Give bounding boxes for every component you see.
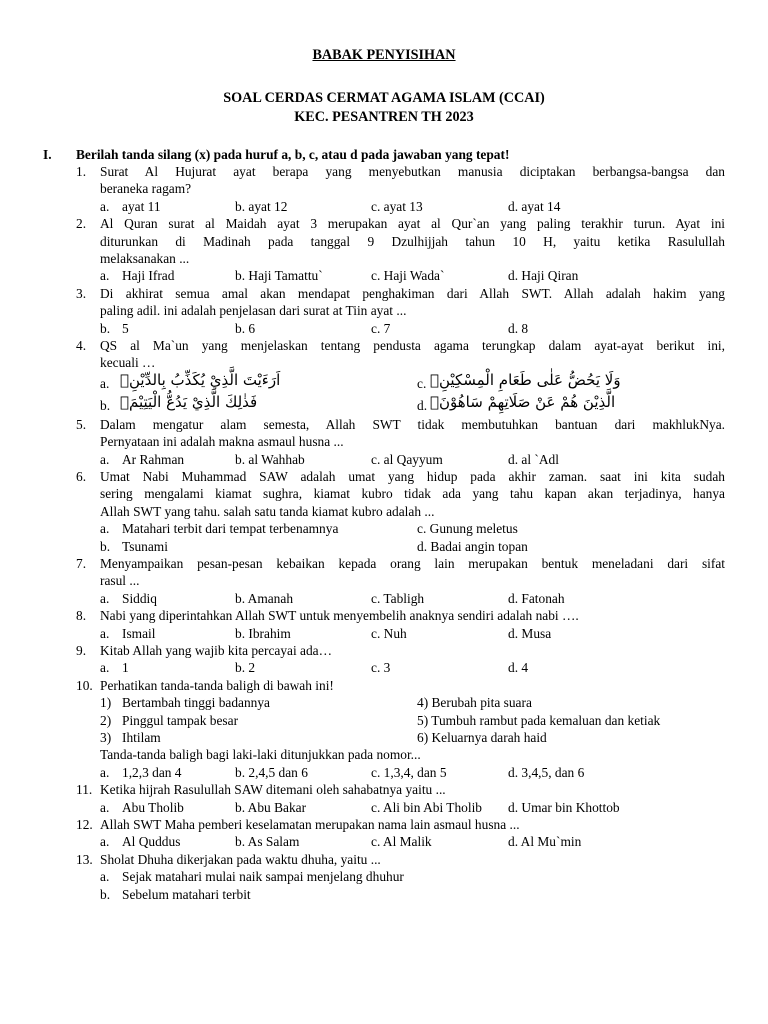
- answer-option-d: [508, 451, 559, 468]
- option-label: b.: [100, 320, 111, 336]
- answer-option-d: [508, 659, 528, 676]
- option-text: Musa: [521, 625, 552, 641]
- answer-options: [100, 267, 725, 284]
- answer-options: [100, 590, 725, 607]
- option-label: b.: [235, 320, 246, 336]
- arabic-option-text: فَذٰلِكَ الَّذِيْ يَدُعُّ الْيَتِيْمَۙ: [120, 392, 258, 411]
- option-label: a.: [100, 521, 110, 537]
- option-text: Ibrahim: [248, 625, 291, 641]
- option-label: a.: [100, 198, 110, 214]
- answer-option-a: [100, 520, 338, 537]
- question-text: Al Quran surat al Maidah ayat 3 merupakan ayat al Qur`an yang paling terakhir turun. Ayat ini: [100, 216, 725, 232]
- question-4: [76, 337, 725, 372]
- option-text: ayat 12: [248, 198, 288, 214]
- answer-option-c: [371, 320, 390, 337]
- answer-option-c: [371, 451, 443, 468]
- follow-up-question: Tanda-tanda baligh bagi laki-laki ditunjukkan pada nomor...: [100, 747, 421, 763]
- option-label: d.: [417, 538, 428, 554]
- answer-option-d: [508, 833, 581, 850]
- option-label: b.: [235, 590, 246, 606]
- answer-option-a: [100, 799, 184, 816]
- option-label: c.: [371, 625, 381, 641]
- answer-option-b: [235, 659, 255, 676]
- question-text: Surat Al Hujurat ayat berapa yang menyebutkan manusia diciptakan berbangsa-bangsa dan: [100, 164, 725, 179]
- option-label: a.: [100, 375, 110, 391]
- answer-option: [100, 886, 251, 903]
- option-text: 4: [521, 660, 529, 676]
- answer-options: [100, 538, 725, 555]
- answer-option-c: [371, 659, 390, 676]
- option-label: c.: [417, 521, 427, 537]
- question-number: 8.: [76, 608, 87, 624]
- answer-option-a: [100, 198, 161, 215]
- answer-option-d: [508, 198, 560, 215]
- answer-option-d: [508, 267, 578, 284]
- option-text: 2,4,5 dan 6: [248, 764, 308, 780]
- option-text: 1,2,3 dan 4: [122, 764, 182, 780]
- answer-option-a: [100, 590, 157, 607]
- option-label: a.: [100, 590, 110, 606]
- question-number: 9.: [76, 643, 87, 659]
- answer-option-d: [508, 590, 565, 607]
- statement-text: Pinggul tampak besar: [122, 712, 239, 728]
- arabic-option-text: اَرَءَيْتَ الَّذِيْ يُكَذِّبُ بِالدِّيْنِۗ: [120, 370, 281, 389]
- answer-option-c: [371, 833, 432, 850]
- question-9: [76, 642, 725, 659]
- option-text: Sejak matahari mulai naik sampai menjelang dhuhur: [122, 869, 404, 885]
- option-label: b.: [100, 886, 111, 902]
- question-text: melaksanakan ...: [100, 251, 190, 267]
- option-label: c.: [371, 764, 381, 780]
- answer-options: [100, 764, 725, 781]
- option-label: b.: [235, 451, 246, 467]
- question-number: 2.: [76, 216, 87, 232]
- option-label: b.: [100, 538, 111, 554]
- option-label: d.: [508, 660, 519, 676]
- option-text: 1,3,4, dan 5: [383, 764, 447, 780]
- question-11: [76, 781, 725, 798]
- question-text: Nabi yang diperintahkan Allah SWT untuk menyembelih anaknya sendiri adalah nabi ….: [100, 608, 579, 624]
- option-label: d.: [508, 764, 519, 780]
- answer-option-b: [235, 267, 323, 284]
- statement-right: 6) Keluarnya darah haid: [417, 730, 547, 746]
- option-label: c.: [371, 451, 381, 467]
- option-label: a.: [100, 834, 110, 850]
- statement-row: [100, 694, 725, 711]
- answer-options: [100, 799, 725, 816]
- question-text: QS al Ma`un yang menjelaskan tentang pendusta agama terungkap dalam ayat-ayat berikut ini,: [100, 338, 725, 354]
- answer-option-b: [235, 198, 287, 215]
- answer-option: [100, 868, 404, 885]
- question-text: paling adil. ini adalah penjelasan dari surat at Tiin ayat ...: [100, 303, 407, 319]
- statement-number: 1): [100, 695, 112, 711]
- option-text: Sebelum matahari terbit: [122, 886, 251, 902]
- option-text: Siddiq: [122, 590, 157, 606]
- option-label: b.: [235, 268, 246, 284]
- statement-left: [100, 729, 161, 746]
- question-text: rasul ...: [100, 573, 140, 589]
- answer-option-a: [100, 659, 129, 676]
- statement-row: [100, 712, 725, 729]
- question-number: 3.: [76, 285, 87, 301]
- answer-option-b: [235, 451, 305, 468]
- question-text: Menyampaikan pesan-pesan kebaikan kepada orang lain merupakan bentuk meneladani dari sifat: [100, 556, 725, 572]
- answer-options: [100, 198, 725, 215]
- header-subtitle-2: KEC. PESANTREN TH 2023: [294, 109, 474, 125]
- option-label: c.: [371, 590, 381, 606]
- option-text: 7: [383, 320, 391, 336]
- question-number: 11.: [76, 782, 93, 798]
- question-text: Allah SWT Maha pemberi keselamatan merupakan nama lain asmaul husna ...: [100, 817, 520, 832]
- answer-option-a: [100, 764, 182, 781]
- answer-option-b: [100, 886, 725, 903]
- option-text: Gunung meletus: [429, 521, 518, 537]
- question-number: 7.: [76, 556, 87, 572]
- answer-option-c: [371, 764, 447, 781]
- option-text: Al Mu`min: [520, 834, 582, 850]
- option-text: Abu Tholib: [122, 799, 184, 815]
- arabic-options: [100, 394, 725, 416]
- answer-option-b: [235, 320, 255, 337]
- option-text: Ali bin Abi Tholib: [382, 799, 482, 815]
- option-label: d.: [417, 397, 428, 413]
- option-label: d.: [508, 268, 519, 284]
- option-label: b.: [235, 198, 246, 214]
- answer-option-b: [235, 799, 306, 816]
- question-text: Di akhirat semua amal akan mendapat penghakiman dari Allah SWT. Allah adalah hakim yang: [100, 285, 725, 301]
- option-label: b.: [235, 799, 246, 815]
- statement-left: [100, 712, 238, 729]
- option-text: Ar Rahman: [122, 451, 185, 467]
- question-7: [76, 555, 725, 590]
- question-text: Ketika hijrah Rasulullah SAW ditemani oleh sahabatnya yaitu ...: [100, 782, 446, 798]
- answer-option-a: [100, 451, 184, 468]
- arabic-option-text: وَلَا يَحُضُّ عَلٰى طَعَامِ الْمِسْكِيْنِۗ: [430, 370, 621, 389]
- option-label: c.: [371, 660, 381, 676]
- answer-options: [100, 659, 725, 676]
- question-text: sering mengalami kiamat sughra, kiamat kubro tidak ada yang tahu kapan akan terjadinya, hanya: [100, 486, 725, 502]
- question-text: kecuali …: [100, 355, 156, 371]
- option-text: Haji Tamattu`: [248, 268, 323, 284]
- option-label: c.: [371, 834, 381, 850]
- answer-option-c: [371, 799, 482, 816]
- statement-number: 3): [100, 730, 112, 746]
- statement-right: 4) Berubah pita suara: [417, 695, 532, 711]
- answer-option-c: [417, 520, 518, 537]
- answer-option-b: [235, 764, 308, 781]
- arabic-options: [100, 372, 725, 394]
- question-6: [76, 468, 725, 520]
- header-subtitle: SOAL CERDAS CERMAT AGAMA ISLAM (CCAI): [223, 90, 545, 106]
- option-text: Umar bin Khottob: [521, 799, 620, 815]
- section-instruction: Berilah tanda silang (x) pada huruf a, b, c, atau d pada jawaban yang tepat!: [76, 147, 510, 162]
- answer-option-d: [508, 764, 584, 781]
- question-number: 13.: [76, 851, 93, 867]
- option-text: Al Quddus: [122, 834, 181, 850]
- question-12: [76, 816, 725, 833]
- question-number: 6.: [76, 469, 87, 485]
- answer-options: [100, 833, 725, 850]
- option-label: c.: [371, 268, 381, 284]
- option-label: b.: [235, 764, 246, 780]
- option-label: d.: [508, 198, 519, 214]
- answer-option-d: [508, 799, 620, 816]
- option-label: b.: [235, 834, 246, 850]
- question-text: Kitab Allah yang wajib kita percayai ada…: [100, 643, 333, 659]
- question-text: Umat Nabi Muhammad SAW adalah umat yang hidup pada akhir zaman. saat ini kita sudah: [100, 469, 725, 485]
- answer-option-a: [100, 625, 155, 642]
- answer-option-c: [371, 625, 407, 642]
- question-5: [76, 416, 725, 451]
- answer-option-b: [235, 590, 293, 607]
- option-text: ayat 14: [521, 198, 561, 214]
- option-label: c.: [417, 375, 427, 391]
- answer-option-b: [100, 320, 129, 337]
- statement-text: Ihtilam: [122, 730, 161, 746]
- statement-left: [100, 694, 270, 711]
- option-label: c.: [371, 320, 381, 336]
- question-list: [0, 163, 768, 903]
- question-number: 1.: [76, 164, 87, 179]
- option-label: a.: [100, 268, 110, 284]
- question-13: [76, 851, 725, 868]
- answer-option-b: [100, 538, 168, 555]
- option-text: 3: [383, 660, 391, 676]
- answer-option-d: [508, 320, 528, 337]
- option-text: 6: [248, 320, 256, 336]
- option-text: 5: [122, 320, 129, 336]
- question-8: [76, 607, 725, 624]
- question-text: Dalam mengatur alam semesta, Allah SWT tidak membutuhkan bantuan dari makhlukNya.: [100, 416, 725, 432]
- option-text: Haji Wada`: [383, 268, 445, 284]
- option-label: a.: [100, 660, 110, 676]
- option-text: ayat 11: [122, 198, 161, 214]
- question-1: [76, 163, 725, 198]
- option-label: d.: [508, 799, 519, 815]
- option-text: Fatonah: [521, 590, 565, 606]
- question-10: [76, 677, 725, 694]
- option-text: Nuh: [383, 625, 407, 641]
- answer-option-c: [371, 590, 424, 607]
- question-number: 10.: [76, 677, 93, 693]
- option-text: Amanah: [247, 590, 294, 606]
- answer-option-a: [100, 267, 174, 284]
- option-text: Haji Ifrad: [122, 268, 175, 284]
- option-text: al Qayyum: [383, 451, 443, 467]
- answer-options: [100, 451, 725, 468]
- option-label: d.: [508, 320, 519, 336]
- option-text: Al Malik: [382, 834, 432, 850]
- option-label: a.: [100, 625, 110, 641]
- answer-option-a: [100, 833, 180, 850]
- question-text: Allah SWT yang tahu. salah satu tanda kiamat kubro adalah ...: [100, 503, 435, 519]
- option-label: c.: [371, 198, 381, 214]
- answer-option-d: [508, 625, 551, 642]
- answer-option-b: [235, 833, 299, 850]
- option-text: Matahari terbit dari tempat terbenamnya: [122, 521, 339, 537]
- option-text: al `Adl: [521, 451, 559, 467]
- section-number: I.: [43, 147, 52, 162]
- option-text: 1: [122, 660, 129, 676]
- answer-option-a: [100, 868, 725, 885]
- option-text: 2: [248, 660, 256, 676]
- header-title: BABAK PENYISIHAN: [312, 47, 456, 63]
- option-text: ayat 13: [383, 198, 423, 214]
- option-label: d.: [508, 590, 519, 606]
- option-label: a.: [100, 451, 110, 467]
- option-text: Abu Bakar: [247, 799, 307, 815]
- answer-option-c: [371, 267, 444, 284]
- option-text: 3,4,5, dan 6: [521, 764, 585, 780]
- question-text: Pernyataan ini adalah makna asmaul husna ...: [100, 434, 344, 450]
- option-text: Ismail: [122, 625, 156, 641]
- option-label: b.: [235, 625, 246, 641]
- option-label: a.: [100, 799, 110, 815]
- statement-right: 5) Tumbuh rambut pada kemaluan dan ketiak: [417, 712, 661, 728]
- statement-text: Bertambah tinggi badannya: [122, 695, 270, 711]
- answer-option-c: [371, 198, 423, 215]
- question-text: beraneka ragam?: [100, 181, 192, 197]
- option-label: c.: [371, 799, 381, 815]
- option-text: Badai angin topan: [430, 538, 528, 554]
- option-label: b.: [100, 397, 111, 413]
- option-label: d.: [508, 451, 519, 467]
- statement-row: [100, 729, 725, 746]
- option-label: d.: [508, 625, 519, 641]
- question-text: Perhatikan tanda-tanda baligh di bawah ini!: [100, 677, 334, 693]
- option-text: al Wahhab: [248, 451, 305, 467]
- option-text: 8: [521, 320, 529, 336]
- option-label: a.: [100, 869, 110, 885]
- option-text: Tsunami: [122, 538, 168, 554]
- option-label: a.: [100, 764, 110, 780]
- question-2: [76, 215, 725, 267]
- answer-options: [100, 625, 725, 642]
- question-3: [76, 285, 725, 320]
- question-number: 5.: [76, 416, 87, 432]
- question-number: 4.: [76, 338, 87, 354]
- option-text: Haji Qiran: [521, 268, 579, 284]
- question-number: 12.: [76, 817, 93, 832]
- question-text: Sholat Dhuha dikerjakan pada waktu dhuha, yaitu ...: [100, 851, 381, 867]
- question-text: diturunkan di Madinah pada tanggal 9 Dzulhijjah tahun 10 H, yaitu ketika Rasulullah: [100, 233, 725, 249]
- answer-options: [100, 520, 725, 537]
- option-label: d.: [508, 834, 519, 850]
- answer-option-d: [417, 538, 528, 555]
- answer-option-b: [235, 625, 291, 642]
- option-label: b.: [235, 660, 246, 676]
- answer-options: [100, 320, 725, 337]
- arabic-option-text: الَّذِيْنَ هُمْ عَنْ صَلَاتِهِمْ سَاهُوْنَۙ: [430, 392, 616, 411]
- option-text: Tabligh: [383, 590, 425, 606]
- statement-number: 2): [100, 712, 112, 728]
- option-text: As Salam: [247, 834, 300, 850]
